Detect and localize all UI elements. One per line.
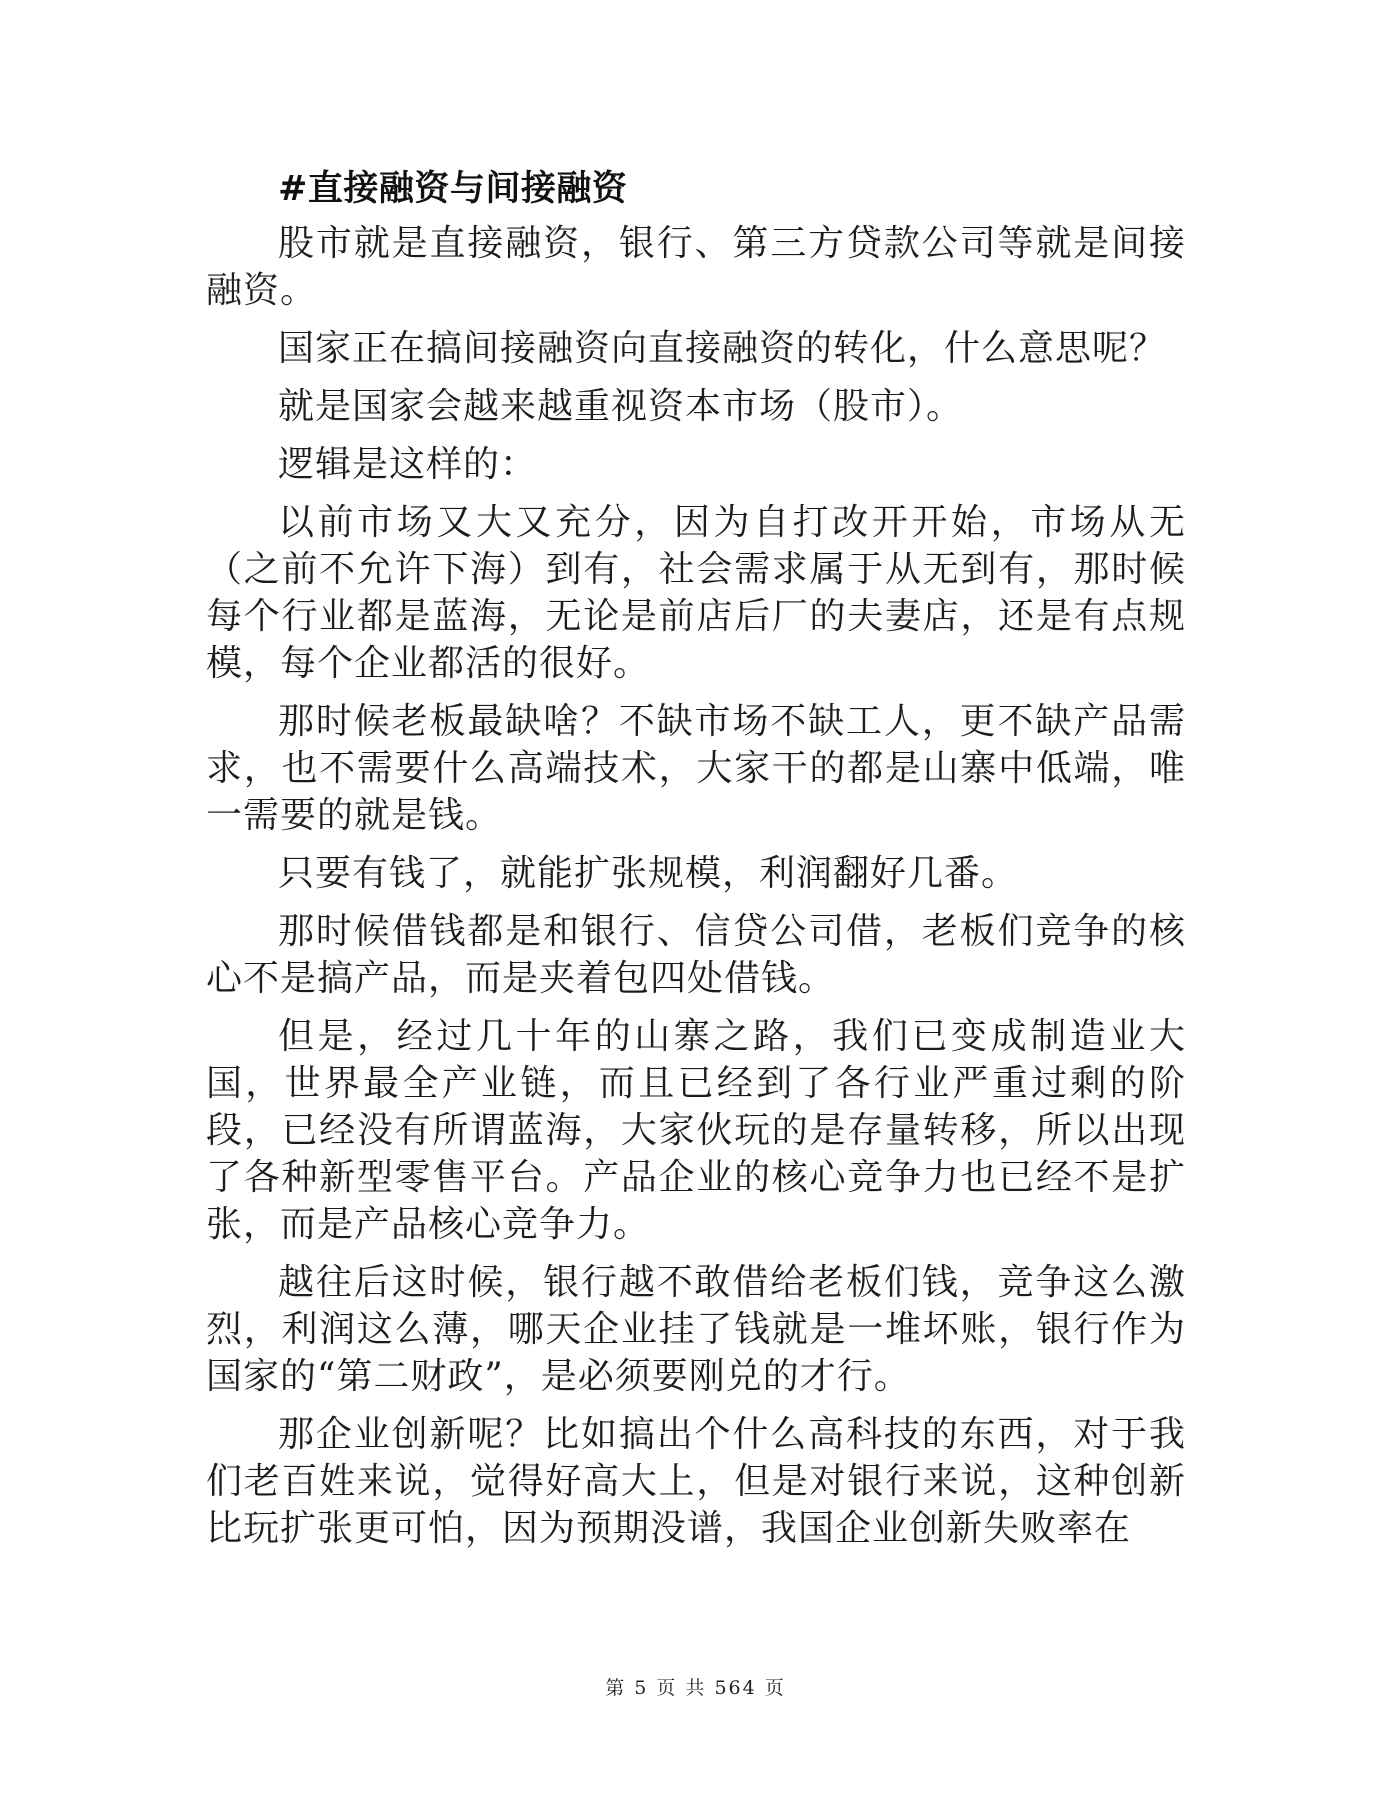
paragraph: 那企业创新呢？比如搞出个什么高科技的东西，对于我们老百姓来说，觉得好高大上，但是对银行来说，这种创新比玩扩张更可怕，因为预期没谱，我国企业创新失败率在 [206, 1414, 1186, 1549]
paragraph: 那时候老板最缺啥？不缺市场不缺工人，更不缺产品需求，也不需要什么高端技术，大家干的都是山寨中低端，唯一需要的就是钱。 [206, 701, 1186, 836]
paragraph: 只要有钱了，就能扩张规模，利润翻好几番。 [278, 853, 1019, 894]
paragraph: 但是，经过几十年的山寨之路，我们已变成制造业大国，世界最全产业链，而且已经到了各行业严重过剩的阶段，已经没有所谓蓝海，大家伙玩的是存量转移，所以出现了各种新型零售平台。产品企业的核心竞争力也已经不是扩张，而是产品核心竞争力。 [206, 1016, 1186, 1245]
document-body [206, 164, 1186, 1563]
paragraph: 就是国家会越来越重视资本市场（股市）。 [278, 386, 964, 427]
paragraph: 逻辑是这样的： [278, 444, 538, 485]
section-heading: #直接融资与间接融资 [278, 169, 628, 209]
paragraph: 以前市场又大又充分，因为自打改开开始，市场从无（之前不允许下海）到有，社会需求属于从无到有，那时候每个行业都是蓝海，无论是前店后厂的夫妻店，还是有点规模，每个企业都活的很好。 [206, 502, 1186, 684]
paragraph: 越往后这时候，银行越不敢借给老板们钱，竞争这么激烈，利润这么薄，哪天企业挂了钱就是一堆坏账，银行作为国家的“第二财政”，是必须要刚兑的才行。 [206, 1262, 1186, 1397]
paragraph: 股市就是直接融资，银行、第三方贷款公司等就是间接融资。 [206, 223, 1186, 311]
paragraph: 那时候借钱都是和银行、信贷公司借，老板们竞争的核心不是搞产品，而是夹着包四处借钱。 [206, 911, 1186, 999]
page-number-footer: 第 5 页 共 564 页 [605, 1677, 786, 1699]
paragraph: 国家正在搞间接融资向直接融资的转化，什么意思呢？ [278, 328, 1167, 369]
